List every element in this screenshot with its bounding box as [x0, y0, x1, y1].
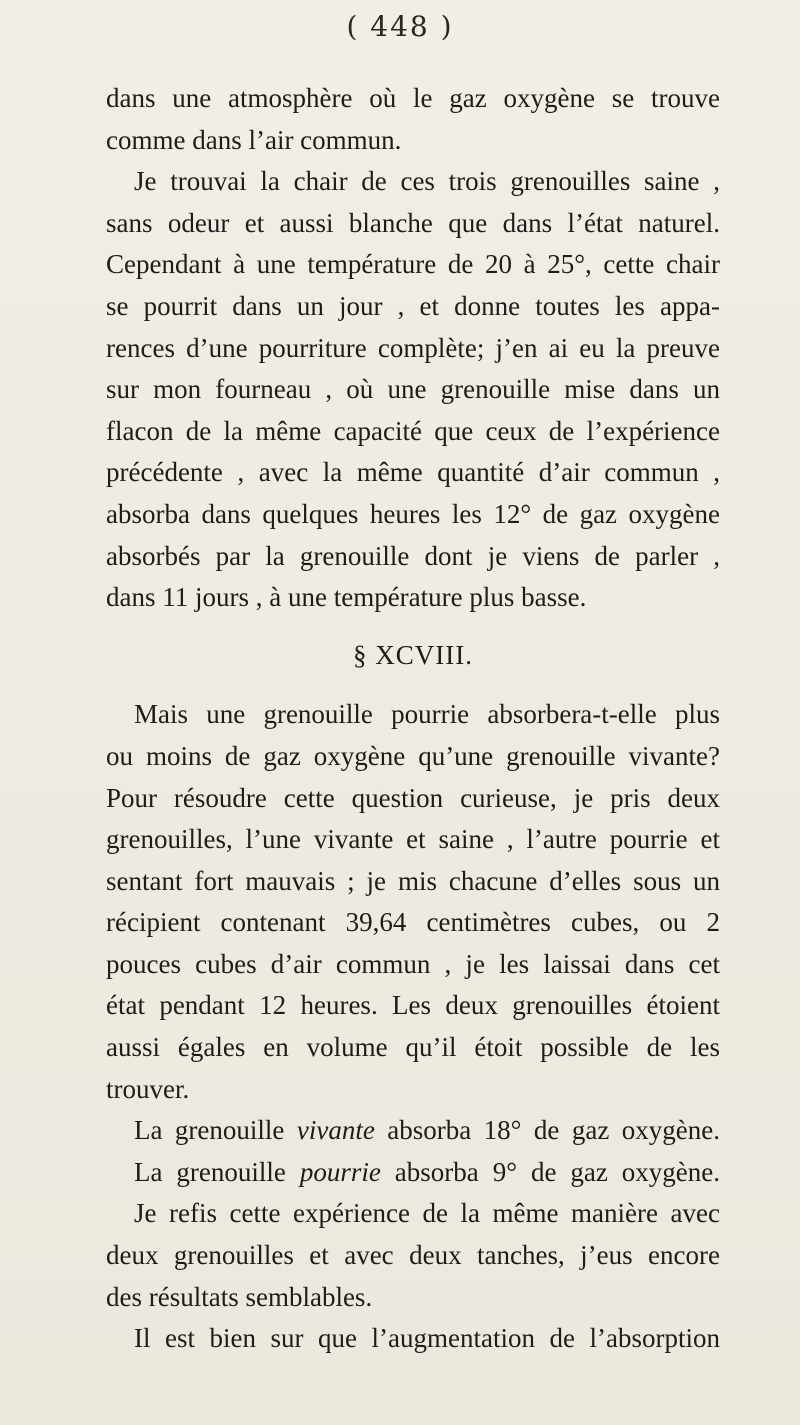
emphasis-pourrie: pourrie — [299, 1156, 381, 1187]
text-line: aussi égales en volume qu’il étoit possible de les — [106, 1032, 720, 1063]
emphasis-vivante: vivante — [296, 1115, 375, 1146]
text-line: flacon de la même capacité que ceux de l’expérience — [106, 415, 720, 446]
text-line: trouver. — [106, 1073, 190, 1104]
text-line: récipient contenant 39,64 centimètres cubes, ou 2 — [106, 907, 720, 938]
text-line: sur mon fourneau , où une grenouille mise dans un — [106, 374, 720, 405]
text-line: état pendant 12 heures. Les deux grenouilles étoient — [106, 990, 720, 1021]
section-heading: § XCVIII. — [353, 639, 473, 670]
text-line: grenouilles, l’une vivante et saine , l’autre pourrie et — [106, 824, 720, 855]
text-line: précédente , avec la même quantité d’air commun , — [106, 457, 720, 488]
text-fragment: absorba 9° de gaz oxygène. — [380, 1156, 720, 1187]
text-line: dans 11 jours , à une température plus basse. — [106, 582, 587, 613]
text-line-pourrie — [106, 1152, 720, 1194]
text-line: Je refis cette expérience de la même manière avec — [134, 1198, 720, 1229]
text-fragment: La grenouille — [134, 1156, 300, 1187]
body-text — [106, 78, 720, 1360]
page-number: ( 448 ) — [346, 10, 454, 43]
text-line: Il est bien sur que l’augmentation de l’absorption — [134, 1323, 720, 1354]
text-line-vivante — [106, 1110, 720, 1152]
text-line: pouces cubes d’air commun , je les laissai dans cet — [106, 948, 720, 979]
text-line: Pour résoudre cette question curieuse, je pris deux — [106, 782, 720, 813]
text-line: ou moins de gaz oxygène qu’une grenouille vivante? — [106, 740, 720, 771]
text-line: des résultats semblables. — [106, 1281, 373, 1312]
text-line: absorbés par la grenouille dont je viens de parler , — [106, 540, 720, 571]
text-fragment: absorba 18° de gaz oxygène. — [374, 1115, 720, 1146]
text-line: Je trouvai la chair de ces trois grenouilles saine , — [134, 166, 720, 197]
text-line: sentant fort mauvais ; je mis chacune d’elles sous un — [106, 865, 720, 896]
text-fragment: La grenouille — [134, 1115, 297, 1146]
text-line: comme dans l’air commun. — [106, 124, 402, 155]
text-line: se pourrit dans un jour , et donne toutes les appa- — [106, 290, 720, 321]
text-line: absorba dans quelques heures les 12° de gaz oxygène — [106, 498, 720, 529]
text-line: dans une atmosphère où le gaz oxygène se trouve — [106, 83, 720, 113]
text-line: sans odeur et aussi blanche que dans l’état naturel. — [106, 207, 720, 238]
text-line: Mais une grenouille pourrie absorbera-t-elle plus — [134, 699, 720, 730]
text-line: deux grenouilles et avec deux tanches, j’eus encore — [106, 1240, 720, 1271]
text-line: rences d’une pourriture complète; j’en ai eu la preuve — [106, 332, 720, 363]
text-line: Cependant à une température de 20 à 25°, cette chair — [106, 249, 720, 280]
